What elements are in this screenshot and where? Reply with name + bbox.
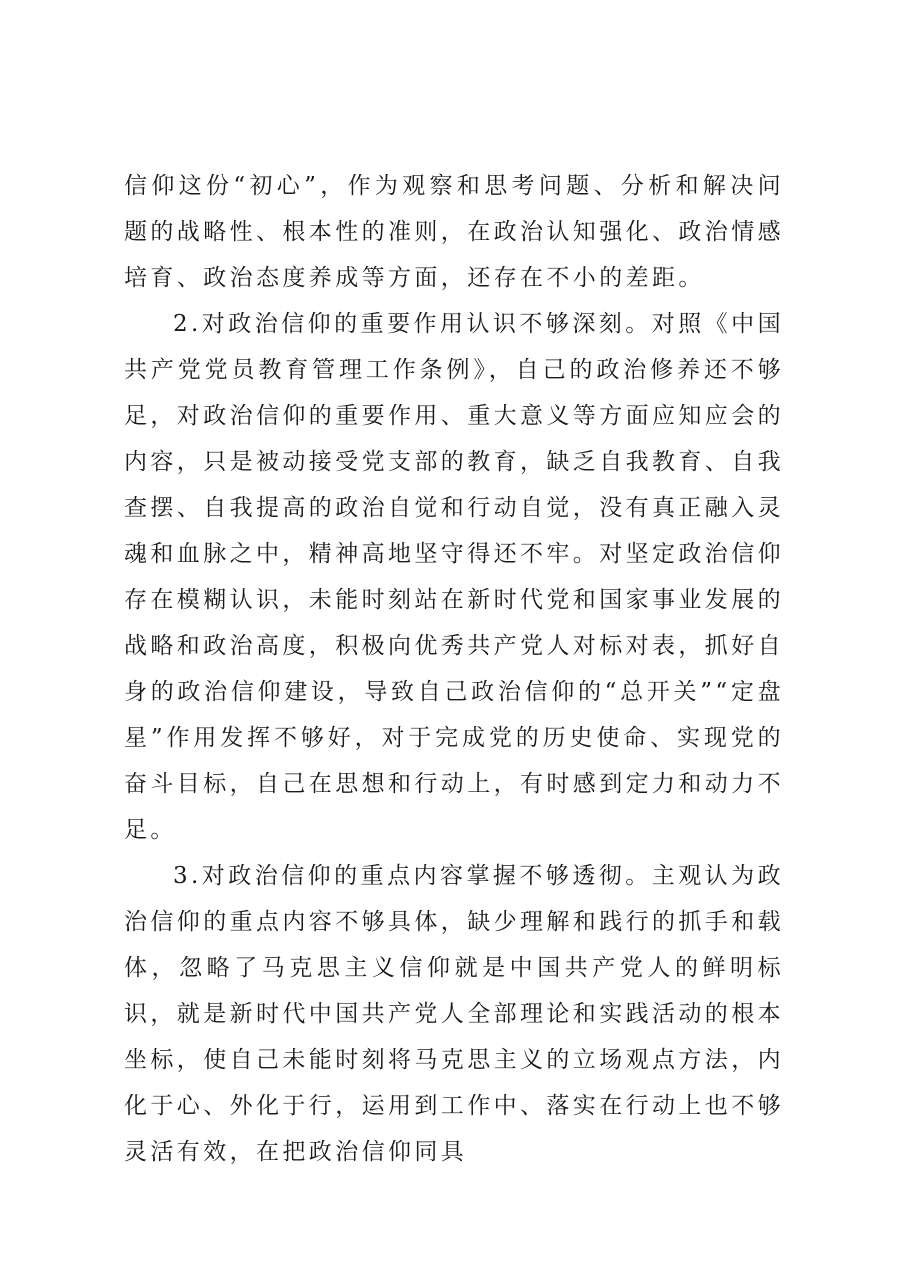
- paragraph-item-3: 3.对政治信仰的重点内容掌握不够透彻。主观认为政治信仰的重点内容不够具体，缺少理解和践行的抓手和载体，忽略了马克思主义信仰就是中国共产党人的鲜明标识，就是新时代中国共产党人全部理论和实践活动的根本坐标，使自己未能时刻将马克思主义的立场观点方法，内化于心、外化于行，运用到工作中、落实在行动上也不够灵活有效，在把政治信仰同具: [124, 863, 784, 1165]
- paragraph-item-2: 2.对政治信仰的重要作用认识不够深刻。对照《中国共产党党员教育管理工作条例》，自己的政治修养还不够足，对政治信仰的重要作用、重大意义等方面应知应会的内容，只是被动接受党支部的教育，缺乏自我教育、自我查摆、自我提高的政治自觉和行动自觉，没有真正融入灵魂和血脉之中，精神高地坚守得还不牢。对坚定政治信仰存在模糊认识，未能时刻站在新时代党和国家事业发展的战略和政治高度，积极向优秀共产党人对标对表，抓好自身的政治信仰建设，导致自己政治信仰的“总开关”“定盘星”作用发挥不够好，对于完成党的历史使命、实现党的奋斗目标，自己在思想和行动上，有时感到定力和动力不足。: [124, 311, 784, 843]
- paragraph-continuation: 信仰这份“初心”，作为观察和思考问题、分析和解决问题的战略性、根本性的准则，在政治认知强化、政治情感培育、政治态度养成等方面，还存在不小的差距。: [124, 173, 784, 291]
- document-body: [124, 163, 784, 1175]
